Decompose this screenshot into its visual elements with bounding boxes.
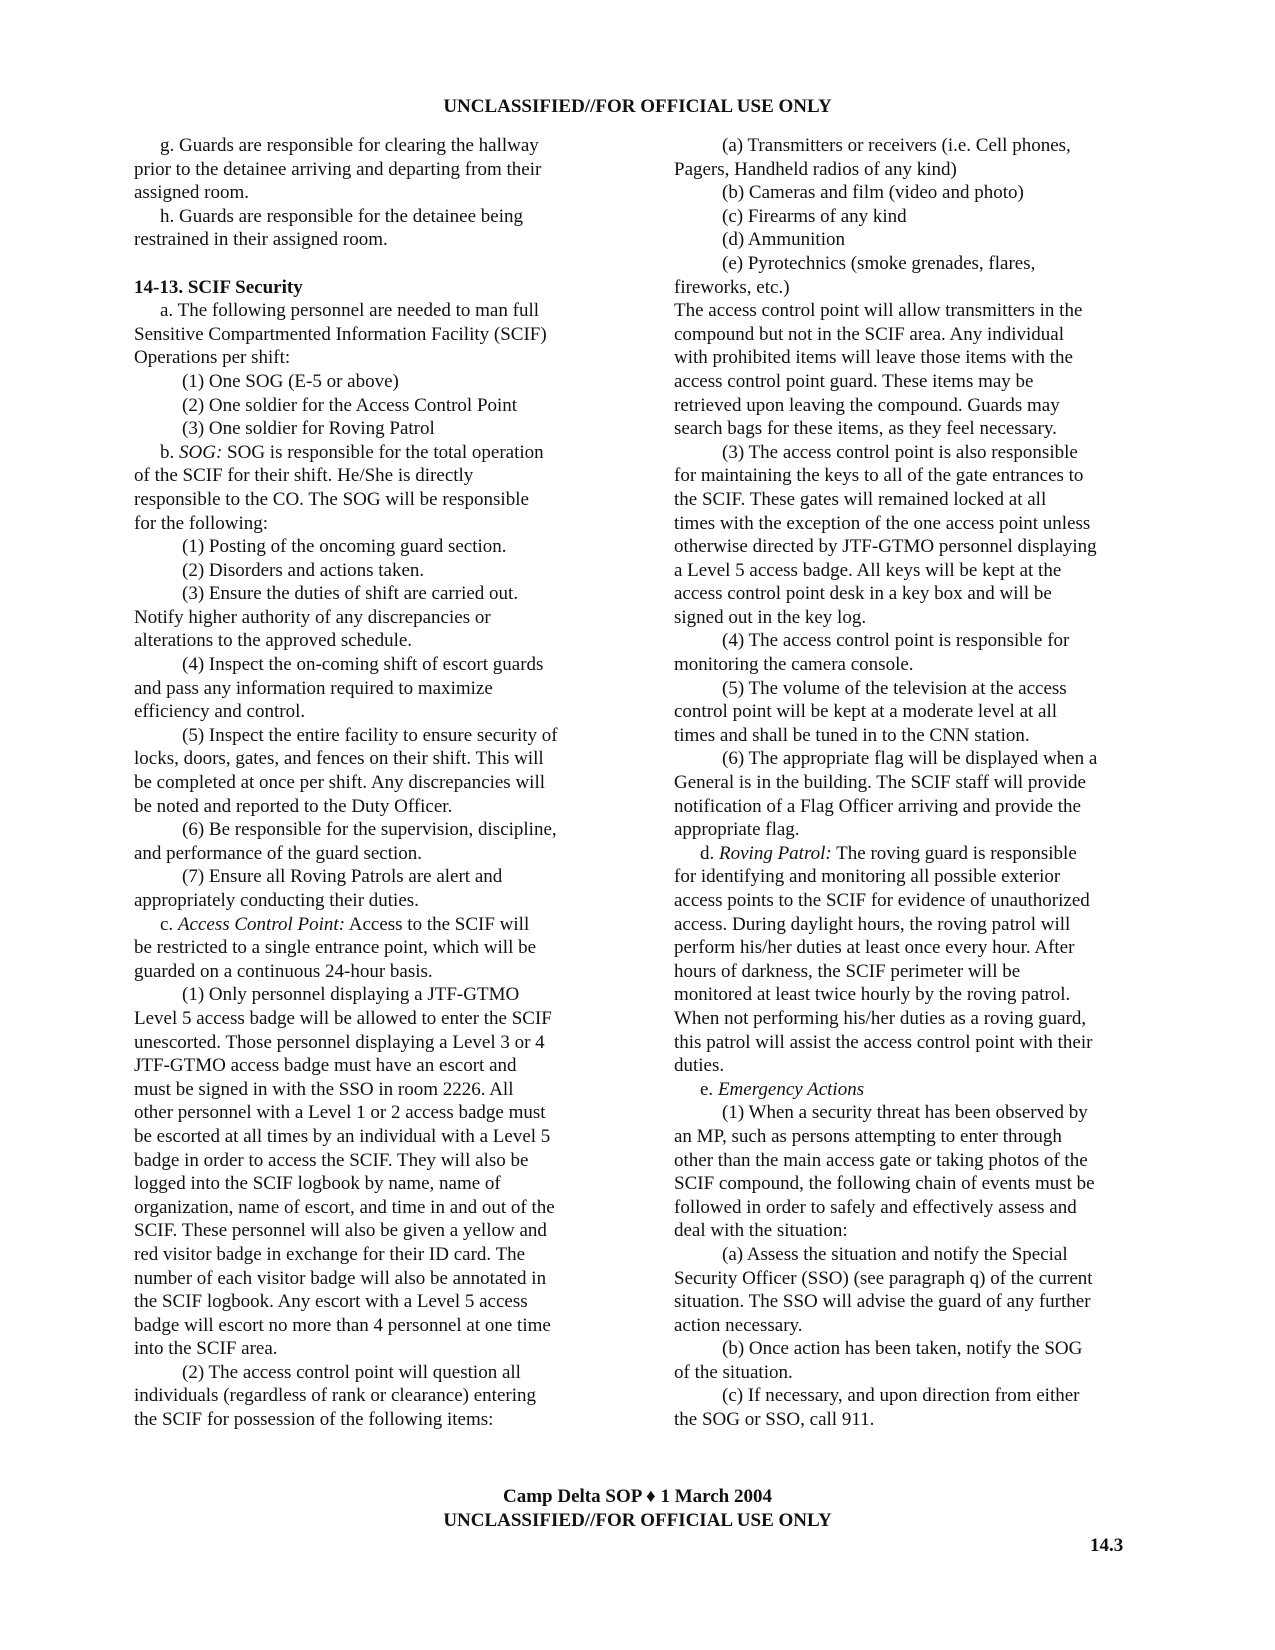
text-line: with prohibited items will leave those items with the (674, 347, 1073, 369)
text-line: of the situation. (674, 1361, 793, 1383)
footer-document-title: Camp Delta SOP ♦ 1 March 2004 (503, 1486, 772, 1507)
text-line: SCIF compound, the following chain of events must be (674, 1173, 1095, 1195)
text-line: notification of a Flag Officer arriving and provide the (674, 795, 1081, 817)
page-footer (0, 1485, 1275, 1533)
text-line: control point will be kept at a moderate level at all (674, 701, 1058, 723)
text-line: Sensitive Compartmented Information Facility (SCIF) (134, 323, 547, 345)
text-line: access control point guard. These items may be (674, 370, 1034, 392)
text-line: restrained in their assigned room. (134, 229, 388, 251)
text-line: logged into the SCIF logbook by name, name of (134, 1173, 501, 1195)
text-line: g. Guards are responsible for clearing the hallway (160, 135, 539, 156)
text-line: SCIF. These personnel will also be given a yellow and (134, 1220, 547, 1242)
text-line: Pagers, Handheld radios of any kind) (674, 158, 957, 180)
italic-subheading: Emergency Actions (717, 1078, 865, 1100)
text-line: (a) Assess the situation and notify the Special (722, 1243, 1068, 1265)
text-line: (5) The volume of the television at the access (722, 677, 1067, 699)
text-line: badge will escort no more than 4 personnel at one time (134, 1314, 551, 1336)
text-line: (5) Inspect the entire facility to ensure security of (182, 724, 558, 746)
text-line: action necessary. (674, 1314, 803, 1336)
text-line: (3) Ensure the duties of shift are carried out. (182, 583, 519, 605)
text-line: individuals (regardless of rank or clearance) entering (134, 1385, 536, 1407)
text-line: the SCIF logbook. Any escort with a Level 5 access (134, 1291, 528, 1313)
text-line: situation. The SSO will advise the guard of any further (674, 1291, 1091, 1313)
text-line: must be signed in with the SSO in room 2226. All (134, 1078, 514, 1100)
text-line: into the SCIF area. (134, 1338, 278, 1360)
text-line: access. During daylight hours, the roving patrol will (674, 913, 1071, 935)
text-line: General is in the building. The SCIF staff will provide (674, 772, 1086, 794)
text-line: compound but not in the SCIF area. Any individual (674, 323, 1064, 345)
text-line: duties. (674, 1055, 725, 1077)
text-line: prior to the detainee arriving and departing from their (134, 158, 542, 180)
text-line: (6) The appropriate flag will be displayed when a (722, 748, 1098, 770)
text-line: red visitor badge in exchange for their ID card. The (134, 1243, 526, 1265)
text-line: a Level 5 access badge. All keys will be kept at the (674, 559, 1062, 581)
right-text-column (674, 134, 1140, 1432)
text-line: monitored at least twice hourly by the roving patrol. (674, 984, 1071, 1006)
text-line: (c) If necessary, and upon direction from either (722, 1385, 1080, 1407)
text-line: and performance of the guard section. (134, 842, 423, 864)
text-line: (6) Be responsible for the supervision, discipline, (182, 819, 557, 841)
text-line: assigned room. (134, 182, 250, 204)
text-line: of the SCIF for their shift. He/She is directly (134, 465, 474, 487)
text-line: (1) Only personnel displaying a JTF-GTMO (182, 984, 520, 1006)
text-line: JTF-GTMO access badge must have an escort and (134, 1055, 517, 1077)
text-line: monitoring the camera console. (674, 654, 914, 676)
text-line: (7) Ensure all Roving Patrols are alert and (182, 866, 503, 888)
text-line: (d) Ammunition (722, 229, 845, 251)
text-line: search bags for these items, as they feel necessary. (674, 418, 1057, 440)
italic-subheading: SOG: (179, 441, 223, 463)
text-line: e. Emergency Actions (700, 1078, 865, 1100)
text-line: h. Guards are responsible for the detainee being (160, 205, 523, 227)
text-line: The access control point will allow transmitters in the (674, 300, 1083, 322)
text-line: guarded on a continuous 24-hour basis. (134, 960, 433, 982)
text-line: signed out in the key log. (674, 606, 867, 628)
text-line: the SCIF. These gates will remained locked at all (674, 488, 1047, 510)
text-line: (3) One soldier for Roving Patrol (182, 418, 435, 440)
text-line: and pass any information required to maximize (134, 677, 493, 699)
text-line: Security Officer (SSO) (see paragraph q) of the current (674, 1267, 1093, 1289)
text-line: other than the main access gate or taking photos of the (674, 1149, 1088, 1171)
text-line: be completed at once per shift. Any discrepancies will (134, 772, 546, 794)
text-line: organization, name of escort, and time in and out of the (134, 1196, 555, 1218)
text-line: fireworks, etc.) (674, 276, 790, 298)
text-line: (4) Inspect the on-coming shift of escort guards (182, 654, 544, 676)
text-line: (e) Pyrotechnics (smoke grenades, flares, (722, 252, 1036, 274)
text-line: (3) The access control point is also responsible (722, 441, 1078, 463)
text-line: the SOG or SSO, call 911. (674, 1409, 875, 1431)
text-line: an MP, such as persons attempting to enter through (674, 1125, 1062, 1147)
italic-subheading: Roving Patrol: (719, 842, 832, 864)
paragraph-spacer (134, 252, 596, 276)
text-line: perform his/her duties at least once every hour. After (674, 937, 1075, 959)
text-line: times with the exception of the one access point unless (674, 512, 1091, 534)
text-line: deal with the situation: (674, 1220, 848, 1242)
text-line: this patrol will assist the access control point with their (674, 1031, 1093, 1053)
text-line: (c) Firearms of any kind (722, 205, 907, 227)
text-line: followed in order to safely and effectively assess and (674, 1196, 1077, 1218)
text-line: a. The following personnel are needed to man full (160, 300, 539, 322)
left-text-column (134, 134, 596, 1432)
text-line: for maintaining the keys to all of the gate entrances to (674, 465, 1084, 487)
text-line: responsible to the CO. The SOG will be responsible (134, 488, 529, 510)
text-line: other personnel with a Level 1 or 2 access badge must (134, 1102, 546, 1124)
text-line: unescorted. Those personnel displaying a Level 3 or 4 (134, 1031, 545, 1053)
text-line: (2) One soldier for the Access Control Point (182, 394, 518, 416)
text-line: be escorted at all times by an individual with a Level 5 (134, 1125, 551, 1147)
text-line: otherwise directed by JTF-GTMO personnel displaying (674, 536, 1097, 558)
text-line: efficiency and control. (134, 701, 306, 723)
text-line: (2) Disorders and actions taken. (182, 559, 425, 581)
text-line: (4) The access control point is responsible for (722, 630, 1070, 652)
text-line: c. Access Control Point: Access to the SCIF will (160, 913, 530, 935)
text-line: locks, doors, gates, and fences on their shift. This will (134, 748, 544, 770)
text-line: Notify higher authority of any discrepancies or (134, 606, 491, 628)
text-line: alterations to the approved schedule. (134, 630, 413, 652)
text-line: When not performing his/her duties as a roving guard, (674, 1007, 1087, 1029)
text-line: (b) Cameras and film (video and photo) (722, 182, 1024, 204)
text-line: appropriate flag. (674, 819, 800, 841)
page-number: 14.3 (1090, 1535, 1124, 1556)
text-line: d. Roving Patrol: The roving guard is responsible (700, 842, 1077, 864)
text-line: for the following: (134, 512, 269, 534)
text-line: retrieved upon leaving the compound. Guards may (674, 394, 1060, 416)
text-line: times and shall be tuned in to the CNN station. (674, 724, 1030, 746)
text-line: (1) Posting of the oncoming guard section. (182, 536, 507, 558)
text-line: (a) Transmitters or receivers (i.e. Cell phones, (722, 135, 1071, 156)
text-line: b. SOG: SOG is responsible for the total operation (160, 441, 544, 463)
text-line: be restricted to a single entrance point, which will be (134, 937, 537, 959)
text-line: for identifying and monitoring all possible exterior (674, 866, 1061, 888)
text-line: access points to the SCIF for evidence of unauthorized (674, 890, 1090, 911)
italic-subheading: Access Control Point: (177, 913, 346, 935)
footer-classification: UNCLASSIFIED//FOR OFFICIAL USE ONLY (443, 1510, 832, 1531)
text-line: appropriately conducting their duties. (134, 890, 419, 911)
text-line: Operations per shift: (134, 347, 291, 369)
text-line: (2) The access control point will question all (182, 1361, 521, 1383)
text-line: Level 5 access badge will be allowed to enter the SCIF (134, 1007, 552, 1029)
text-line: (b) Once action has been taken, notify the SOG (722, 1338, 1083, 1360)
text-line: (1) When a security threat has been observed by (722, 1102, 1088, 1124)
text-line: the SCIF for possession of the following items: (134, 1409, 494, 1431)
text-line: access control point desk in a key box and will be (674, 583, 1052, 605)
text-line: be noted and reported to the Duty Officer. (134, 795, 453, 817)
section-heading: 14-13. SCIF Security (134, 276, 303, 298)
text-line: (1) One SOG (E-5 or above) (182, 370, 399, 392)
classification-header: UNCLASSIFIED//FOR OFFICIAL USE ONLY (443, 96, 832, 117)
text-line: hours of darkness, the SCIF perimeter will be (674, 960, 1021, 982)
text-line: number of each visitor badge will also be annotated in (134, 1267, 547, 1289)
text-line: badge in order to access the SCIF. They will also be (134, 1149, 529, 1171)
